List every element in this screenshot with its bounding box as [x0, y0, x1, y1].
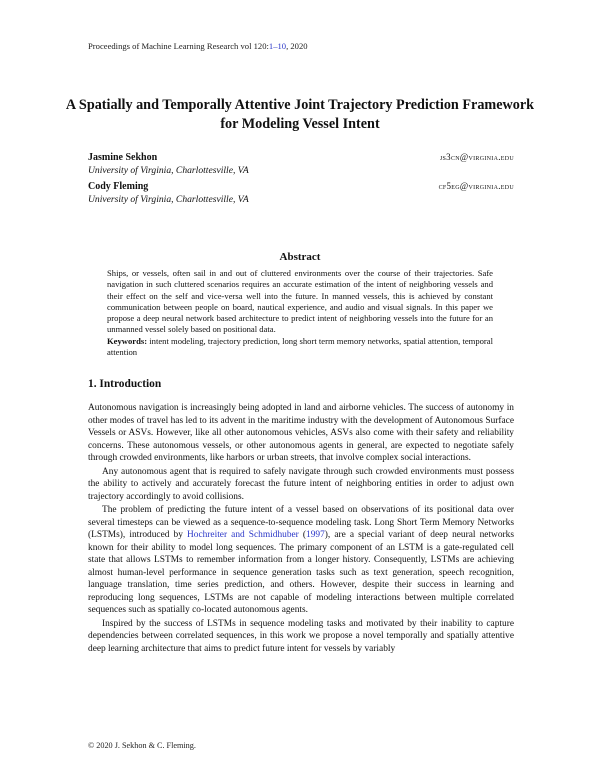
paragraph	[88, 504, 514, 617]
header-year: , 2020	[286, 41, 308, 51]
keywords-label: Keywords:	[107, 335, 148, 346]
author-name: Jasmine Sekhon	[88, 152, 158, 163]
author-email: cf5eg@virginia.edu	[438, 181, 514, 191]
author-name: Cody Fleming	[88, 181, 149, 192]
section-heading: 1. Introduction	[88, 378, 162, 390]
citation-paren: (	[298, 530, 307, 540]
author-affiliation: University of Virginia, Charlottesville, VA	[88, 165, 249, 176]
citation-link-year[interactable]: 1997	[306, 530, 325, 540]
paragraph-text: The problem of predicting the future intent of a vessel based on observations of its positional data over several timesteps can be viewed as a sequence-to-sequence modeling task. Long Short Term Memory Networks (LSTMs), introduced by	[88, 505, 514, 540]
keywords-text: intent modeling, trajectory prediction, long short term memory networks, spatial attention, temporal attention	[107, 335, 493, 358]
paragraph: Any autonomous agent that is required to safely navigate through such crowded environments must possess the ability to actively and accurately forecast the future intent of neighboring entities in order to adjust own trajectory accordingly to avoid collisions.	[88, 466, 514, 502]
abstract-text: Ships, or vessels, often sail in and out of cluttered environments over the course of their trajectories. Safe navigation in such cluttered scenarios requires an accurate estimation of the intent of neighboring vessels and their effect on the self and vice-versa well into the future. In manned vessels, this is achieved by constant communication between people on board, nautical experience, and audio and visual signals. In this paper we propose a deep neural network based architecture to predict intent of neighboring vessels into the future for an unmanned vessel solely based on positional data.	[107, 268, 493, 335]
citation-link-authors[interactable]: Hochreiter and Schmidhuber	[187, 530, 299, 540]
copyright-footer: © 2020 J. Sekhon & C. Fleming.	[88, 741, 196, 750]
paper-title: A Spatially and Temporally Attentive Joint Trajectory Prediction Framework for Modeling Vessel Intent	[65, 97, 535, 132]
page-range-link[interactable]: 1–10	[268, 41, 287, 51]
paragraph-text: ), are a special variant of deep neural networks known for their ability to model long sequences. The primary component of an LSTM is a gate-regulated cell state that allows LSTMs to remember information from a longer history. Consequently, LSTMs are achieving almost human-level performance in sequence generation tasks such as text generation, speech recognition, language translation, time series prediction, and others. However, despite their success in learning and reproducing long sequences, LSTMs are not capable of modeling interactions between multiple correlated sequences such as spatially co-located autonomous agents.	[88, 530, 514, 615]
author-email: js3cn@virginia.edu	[439, 152, 514, 162]
paragraph: Inspired by the success of LSTMs in sequence modeling tasks and motivated by their inability to capture dependencies between correlated sequences, in this work we propose a novel temporally and spatially attentive deep learning architecture that aims to predict future intent for vessels by variably	[88, 618, 514, 654]
running-header	[88, 41, 308, 51]
paragraph: Autonomous navigation is increasingly being adopted in land and airborne vehicles. The success of autonomy in other modes of travel has led to its advent in the maritime industry with the development of Autonomous Surface Vessels or ASVs. However, like all other autonomous vehicles, ASVs also come with their safety and reliability concerns. These autonomous vessels, or other autonomous agents in general, are expected to negotiate safely through crowded environments, like harbors or urban streets, that involve complex social interactions.	[88, 403, 514, 463]
abstract-body	[107, 268, 493, 358]
author-affiliation: University of Virginia, Charlottesville, VA	[88, 194, 249, 205]
abstract-heading: Abstract	[279, 251, 321, 263]
author-block-2	[88, 181, 514, 205]
author-block-1	[88, 152, 514, 176]
journal-name: Proceedings of Machine Learning Research vol 120:	[88, 41, 269, 51]
section-body	[88, 402, 514, 656]
